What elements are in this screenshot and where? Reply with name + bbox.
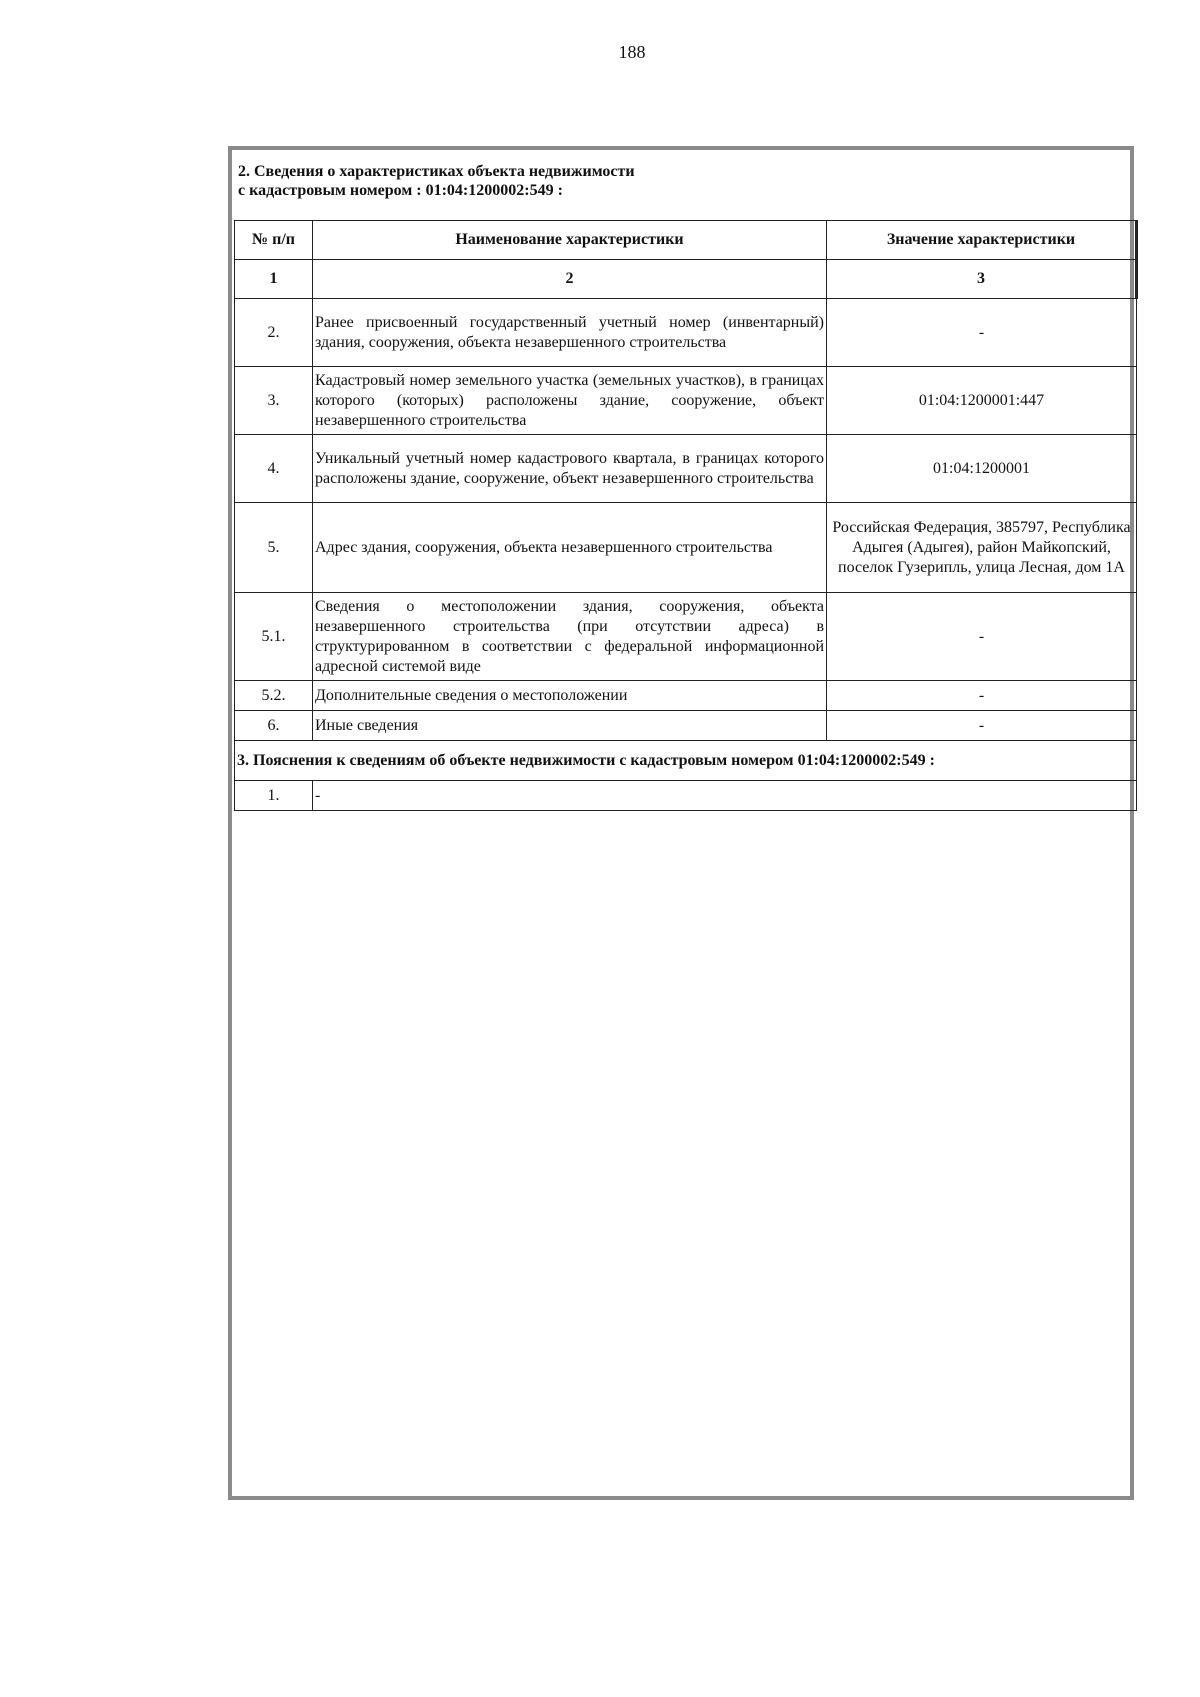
header-value: Значение характеристики <box>827 221 1137 260</box>
header-number: № п/п <box>235 221 313 260</box>
table-row <box>235 711 1137 741</box>
section-2-title-line-2: с кадастровым номером : 01:04:1200002:549 : <box>238 182 563 199</box>
document-frame <box>228 146 1134 1500</box>
column-index-3: 3 <box>827 260 1137 299</box>
row-value: - <box>827 711 1137 741</box>
section-2-title-line-1: 2. Сведения о характеристиках объекта недвижимости <box>238 163 635 180</box>
table-header-row <box>235 221 1137 260</box>
characteristics-table <box>234 220 1138 811</box>
table-row <box>235 367 1137 435</box>
row-name: Адрес здания, сооружения, объекта незавершенного строительства <box>313 503 827 593</box>
row-number: 1. <box>235 781 313 811</box>
column-index-1: 1 <box>235 260 313 299</box>
header-name: Наименование характеристики <box>313 221 827 260</box>
section-3-title-row <box>235 741 1137 781</box>
row-value: - <box>827 593 1137 681</box>
row-name: Кадастровый номер земельного участка (земельных участков), в границах которого (которых) расположены здание, сооружение, объект незавершенного строительства <box>313 367 827 435</box>
row-number: 3. <box>235 367 313 435</box>
column-index-row <box>235 260 1137 299</box>
row-name: Иные сведения <box>313 711 827 741</box>
table-row <box>235 435 1137 503</box>
row-number: 6. <box>235 711 313 741</box>
row-number: 2. <box>235 299 313 367</box>
column-index-2: 2 <box>313 260 827 299</box>
row-value: 01:04:1200001:447 <box>827 367 1137 435</box>
row-value: - <box>827 299 1137 367</box>
section-2-title <box>238 162 635 200</box>
row-value: Российская Федерация, 385797, Республика Адыгея (Адыгея), район Майкопский, поселок Гузерипль, улица Лесная, дом 1А <box>827 503 1137 593</box>
table-row <box>235 681 1137 711</box>
row-name: Уникальный учетный номер кадастрового квартала, в границах которого расположены здание, сооружение, объект незавершенного строительства <box>313 435 827 503</box>
section-3-title: 3. Пояснения к сведениям об объекте недвижимости с кадастровым номером 01:04:1200002:549 : <box>235 741 1137 781</box>
row-value: - <box>827 681 1137 711</box>
row-number: 4. <box>235 435 313 503</box>
row-text: - <box>313 781 1137 811</box>
row-name: Ранее присвоенный государственный учетный номер (инвентарный) здания, сооружения, объекта незавершенного строительства <box>313 299 827 367</box>
row-number: 5.2. <box>235 681 313 711</box>
page-number: 188 <box>618 42 646 62</box>
table-row <box>235 781 1137 811</box>
row-number: 5.1. <box>235 593 313 681</box>
table-row <box>235 503 1137 593</box>
row-name: Дополнительные сведения о местоположении <box>313 681 827 711</box>
row-value: 01:04:1200001 <box>827 435 1137 503</box>
row-name: Сведения о местоположении здания, сооружения, объекта незавершенного строительства (при отсутствии адреса) в структурированном в соответствии с федеральной информационной адресной системой виде <box>313 593 827 681</box>
table-row <box>235 593 1137 681</box>
row-number: 5. <box>235 503 313 593</box>
table-row <box>235 299 1137 367</box>
